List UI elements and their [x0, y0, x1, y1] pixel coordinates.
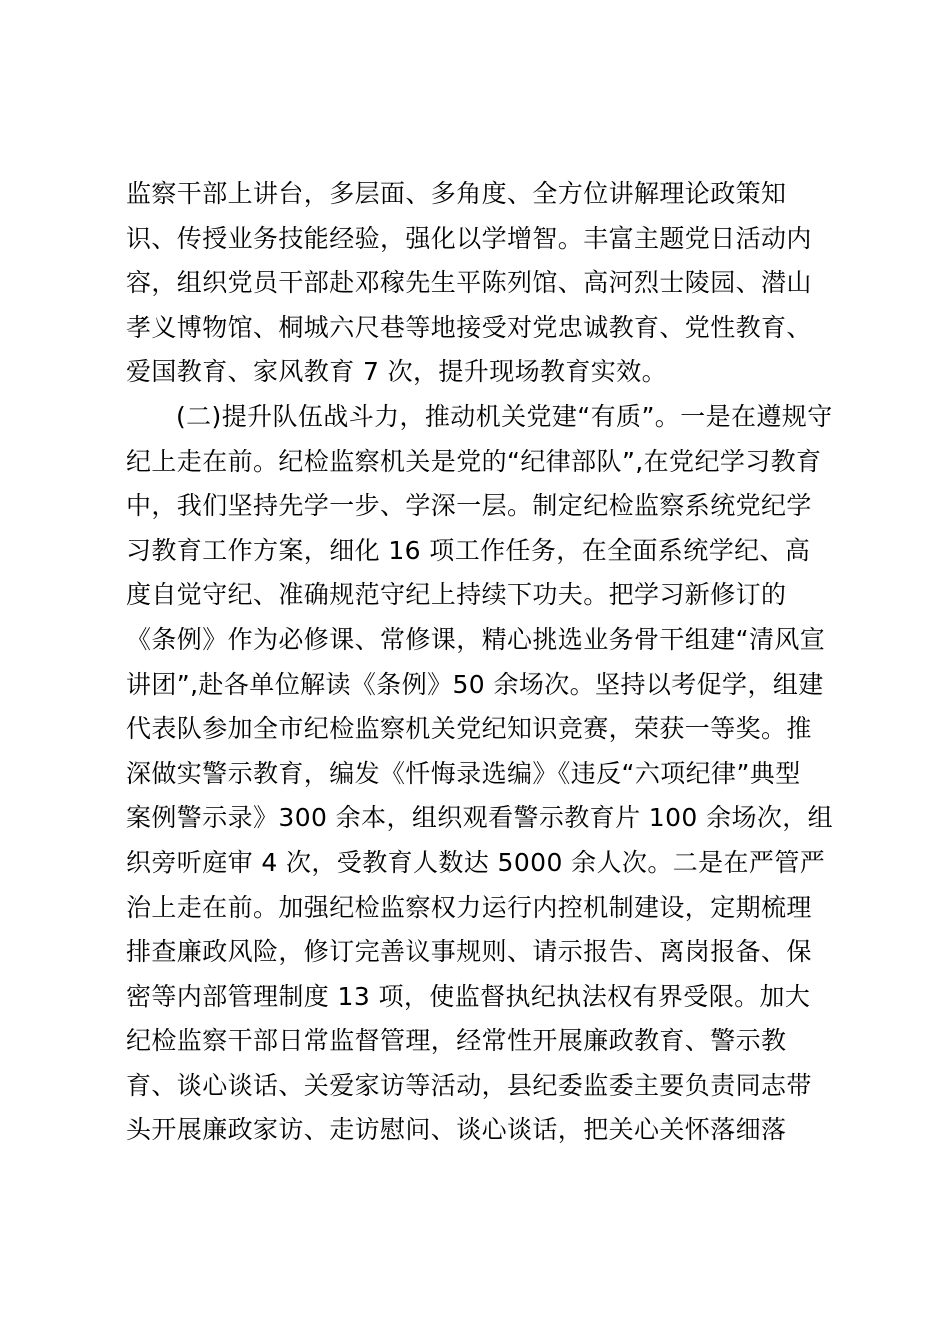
text-line: 爱国教育、家风教育 7 次，提升现场教育实效。: [126, 357, 668, 387]
text-line: 监察干部上讲台，多层面、多角度、全方位讲解理论政策知: [126, 179, 787, 208]
section-heading-line: (二)提升队伍战斗力，推动机关党建“有质”。一是在遵规守: [176, 401, 833, 431]
text-line: 孝义博物馆、桐城六尺巷等地接受对党忠诚教育、党性教育、: [126, 312, 812, 342]
body-text: [126, 172, 832, 1153]
text-line: 密等内部管理制度 13 项，使监督执纪执法权有界受限。加大: [126, 981, 811, 1011]
text-line: 代表队参加全市纪检监察机关党纪知识竞赛，荣获一等奖。推: [126, 714, 812, 744]
text-line: 讲团”,赴各单位解读《条例》50 余场次。坚持以考促学，组建: [126, 669, 824, 699]
text-line: 治上走在前。加强纪检监察权力运行内控机制建设，定期梳理: [126, 892, 812, 922]
text-line: 容，组织党员干部赴邓稼先生平陈列馆、高河烈士陵园、潜山: [126, 268, 812, 298]
text-line: 织旁听庭审 4 次，受教育人数达 5000 余人次。二是在严管严: [126, 847, 826, 877]
text-line: 深做实警示教育，编发《忏悔录选编》《违反“六项纪律”典型: [126, 758, 801, 788]
text-line: 案例警示录》300 余本，组织观看警示教育片 100 余场次，组: [126, 803, 834, 833]
text-line: 习教育工作方案，细化 16 项工作任务，在全面系统学纪、高: [126, 535, 811, 565]
text-line: 纪上走在前。纪检监察机关是党的“纪律部队”,在党纪学习教育: [126, 446, 822, 476]
text-line: 育、谈心谈话、关爱家访等活动，县纪委监委主要负责同志带: [126, 1070, 812, 1100]
text-line: 《条例》作为必修课、常修课，精心挑选业务骨干组建“清风宣: [126, 624, 826, 654]
text-line: 纪检监察干部日常监督管理，经常性开展廉政教育、警示教: [126, 1026, 787, 1056]
text-line: 排查廉政风险，修订完善议事规则、请示报告、离岗报备、保: [126, 937, 812, 967]
text-line: 识、传授业务技能经验，强化以学增智。丰富主题党日活动内: [126, 223, 812, 253]
text-line: 度自觉守纪、准确规范守纪上持续下功夫。把学习新修订的: [126, 580, 787, 610]
text-line: 头开展廉政家访、走访慰问、谈心谈话，把关心关怀落细落: [126, 1115, 787, 1145]
text-line: 中，我们坚持先学一步、学深一层。制定纪检监察系统党纪学: [126, 491, 812, 521]
